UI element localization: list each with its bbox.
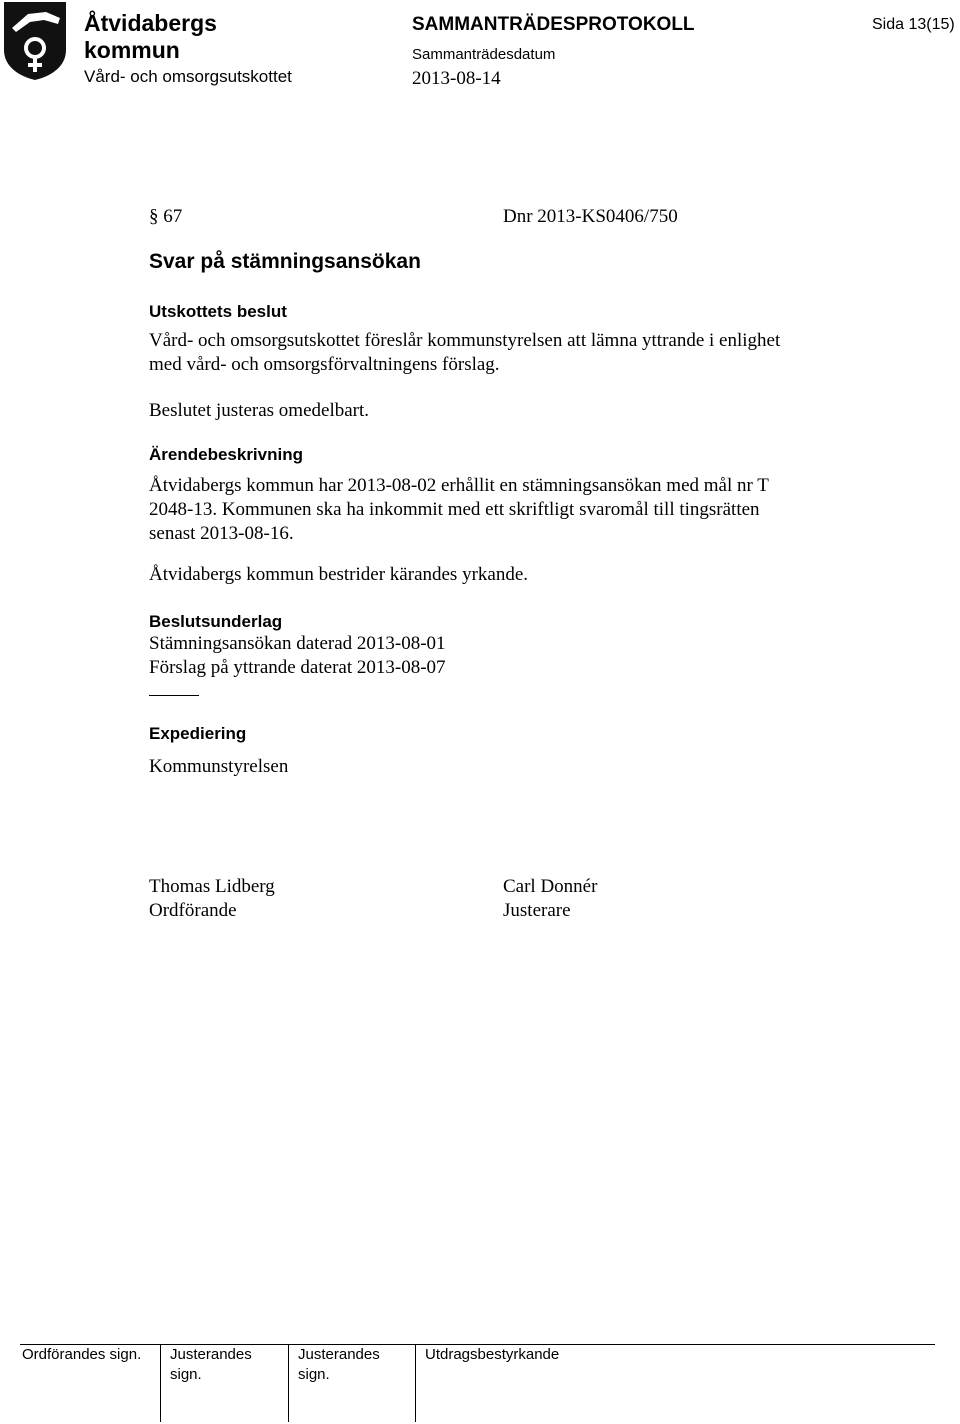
decision-line: med vård- och omsorgsförvaltningens förslag.: [149, 354, 500, 375]
signature-adjuster: [503, 875, 597, 923]
description-heading: Ärendebeskrivning: [149, 445, 303, 464]
basis-heading: Beslutsunderlag: [149, 612, 283, 631]
decision-note: Beslutet justeras omedelbart.: [149, 400, 370, 421]
basis-item: Förslag på yttrande daterat 2013-08-07: [149, 657, 446, 678]
basis-item: Stämningsansökan daterad 2013-08-01: [149, 633, 446, 654]
footer-divider: [160, 1344, 161, 1422]
meeting-date: 2013-08-14: [412, 68, 501, 89]
footer-adjuster2-line2: sign.: [298, 1366, 330, 1383]
description-note: Åtvidabergs kommun bestrider kärandes yrkande.: [149, 564, 529, 585]
footer-adjuster2-line1: Justerandes: [298, 1346, 380, 1363]
footer-excerpt: Utdragsbestyrkande: [425, 1346, 560, 1363]
basis-list: [149, 632, 446, 680]
footer-chair-sign: Ordförandes sign.: [22, 1346, 142, 1363]
decision-line: Vård- och omsorgsutskottet föreslår kommunstyrelsen att lämna yttrande i enlighet: [149, 330, 781, 351]
diary-number: Dnr 2013-KS0406/750: [503, 206, 678, 227]
description-line: senast 2013-08-16.: [149, 523, 294, 544]
meeting-date-label: Sammanträdesdatum: [412, 46, 556, 63]
footer-divider: [415, 1344, 416, 1422]
decision-text: [149, 329, 780, 377]
description-line: 2048-13. Kommunen ska ha inkommit med ett skriftligt svaromål till tingsrätten: [149, 499, 760, 520]
footer-adjuster1-line2: sign.: [170, 1366, 202, 1383]
coat-of-arms-icon: [0, 0, 70, 82]
description-line: Åtvidabergs kommun har 2013-08-02 erhållit en stämningsansökan med mål nr T: [149, 475, 769, 496]
signature-chair: [149, 875, 275, 923]
footer-adjuster1-line1: Justerandes: [170, 1346, 252, 1363]
dispatch-recipient: Kommunstyrelsen: [149, 756, 289, 777]
dispatch-heading: Expediering: [149, 724, 247, 743]
footer-adjuster2-sign: [298, 1345, 380, 1385]
footer-divider: [288, 1344, 289, 1422]
document-type: SAMMANTRÄDESPROTOKOLL: [412, 14, 695, 35]
chair-name: Thomas Lidberg: [149, 876, 275, 897]
chair-role: Ordförande: [149, 900, 237, 921]
department-name: Vård- och omsorgsutskottet: [84, 67, 292, 86]
separator-line: [149, 695, 199, 696]
case-title: Svar på stämningsansökan: [149, 250, 421, 273]
page-number: Sida 13(15): [872, 16, 955, 33]
description-text: [149, 474, 769, 546]
municipality-name-line2: kommun: [84, 37, 180, 63]
adjuster-role: Justerare: [503, 900, 571, 921]
paragraph-number: § 67: [149, 206, 183, 227]
footer-adjuster1-sign: [170, 1345, 252, 1385]
decision-heading: Utskottets beslut: [149, 302, 287, 321]
municipality-name-line1: Åtvidabergs: [84, 10, 217, 36]
adjuster-name: Carl Donnér: [503, 876, 598, 897]
